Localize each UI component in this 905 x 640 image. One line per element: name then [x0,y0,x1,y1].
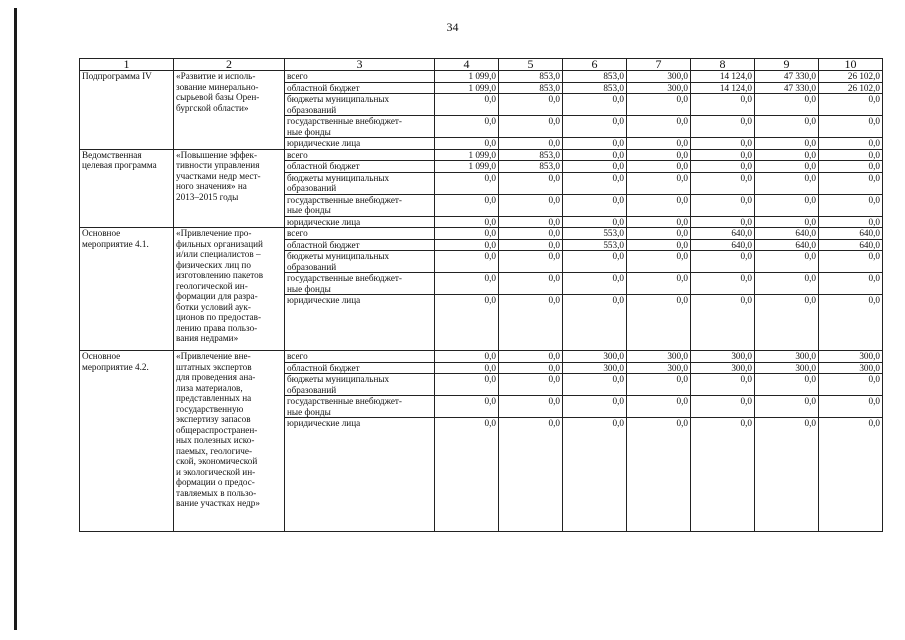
amount-cell: 0,0 [627,273,691,295]
amount-cell: 1 099,0 [435,71,499,83]
amount-cell: 0,0 [755,273,819,295]
amount-cell: 1 099,0 [435,161,499,173]
amount-cell: 300,0 [563,351,627,363]
amount-cell: 0,0 [691,172,755,194]
amount-cell: 0,0 [563,216,627,228]
amount-cell: 0,0 [435,295,499,351]
funding-source-cell: областной бюджет [285,82,435,94]
amount-cell: 0,0 [627,216,691,228]
amount-cell: 0,0 [691,273,755,295]
amount-cell: 0,0 [435,216,499,228]
amount-cell: 0,0 [691,194,755,216]
amount-cell: 0,0 [627,239,691,251]
amount-cell: 0,0 [627,295,691,351]
amount-cell: 0,0 [755,138,819,150]
amount-cell: 0,0 [691,161,755,173]
program-name-cell: Основное мероприятие 4.1. [80,228,174,351]
amount-cell: 0,0 [435,94,499,116]
amount-cell: 0,0 [819,172,883,194]
amount-cell: 0,0 [819,273,883,295]
amount-cell: 0,0 [563,194,627,216]
program-description-cell: «Привлечение вне- штатных экспертов для проведения ана- лиза материалов, представленных на государственную экспертизу запасов общераспространен- ных полезных иско- паемых, геологиче- ской, экономической и экологической ин- формации о предос- тавляемых в пользо- вание участках недр» [174,351,285,532]
amount-cell: 0,0 [627,161,691,173]
amount-cell: 0,0 [563,149,627,161]
margin-bar [14,8,17,630]
table-body [80,71,883,532]
amount-cell: 300,0 [563,362,627,374]
funding-source-cell: юридические лица [285,418,435,532]
funding-source-cell: государственные внебюджет- ные фонды [285,273,435,295]
amount-cell: 640,0 [691,239,755,251]
amount-cell: 300,0 [819,351,883,363]
amount-cell: 0,0 [819,418,883,532]
amount-cell: 0,0 [755,194,819,216]
table-row [80,228,883,240]
column-header: 1 [80,59,174,71]
amount-cell: 0,0 [563,94,627,116]
amount-cell: 0,0 [819,396,883,418]
amount-cell: 0,0 [819,216,883,228]
amount-cell: 0,0 [499,396,563,418]
amount-cell: 0,0 [691,149,755,161]
program-name-cell: Подпрограмма IV [80,71,174,150]
amount-cell: 0,0 [627,396,691,418]
amount-cell: 0,0 [435,362,499,374]
program-name-cell: Основное мероприятие 4.2. [80,351,174,532]
amount-cell: 0,0 [563,295,627,351]
funding-source-cell: бюджеты муниципальных образований [285,94,435,116]
amount-cell: 0,0 [627,194,691,216]
amount-cell: 0,0 [435,351,499,363]
header-row [80,59,883,71]
funding-source-cell: государственные внебюджет- ные фонды [285,396,435,418]
amount-cell: 0,0 [499,94,563,116]
page-number: 34 [446,20,459,34]
amount-cell: 0,0 [499,194,563,216]
funding-source-cell: юридические лица [285,295,435,351]
amount-cell: 0,0 [819,161,883,173]
amount-cell: 0,0 [755,418,819,532]
amount-cell: 853,0 [499,149,563,161]
amount-cell: 0,0 [755,172,819,194]
amount-cell: 0,0 [819,138,883,150]
amount-cell: 0,0 [691,251,755,273]
table-row [80,351,883,363]
amount-cell: 0,0 [691,418,755,532]
amount-cell: 0,0 [627,418,691,532]
amount-cell: 0,0 [563,374,627,396]
amount-cell: 0,0 [627,116,691,138]
amount-cell: 0,0 [435,418,499,532]
amount-cell: 0,0 [819,149,883,161]
amount-cell: 47 330,0 [755,71,819,83]
table-row [80,71,883,83]
funding-source-cell: всего [285,149,435,161]
amount-cell: 0,0 [819,295,883,351]
amount-cell: 0,0 [563,273,627,295]
amount-cell: 300,0 [627,71,691,83]
amount-cell: 0,0 [499,351,563,363]
amount-cell: 0,0 [435,138,499,150]
amount-cell: 0,0 [755,116,819,138]
column-header: 4 [435,59,499,71]
amount-cell: 0,0 [499,362,563,374]
amount-cell: 0,0 [627,374,691,396]
amount-cell: 853,0 [563,71,627,83]
amount-cell: 0,0 [499,418,563,532]
amount-cell: 0,0 [819,94,883,116]
amount-cell: 0,0 [435,251,499,273]
funding-source-cell: областной бюджет [285,239,435,251]
amount-cell: 300,0 [627,351,691,363]
budget-table [79,58,883,532]
funding-source-cell: областной бюджет [285,362,435,374]
amount-cell: 1 099,0 [435,149,499,161]
funding-source-cell: бюджеты муниципальных образований [285,374,435,396]
amount-cell: 0,0 [627,251,691,273]
amount-cell: 0,0 [755,295,819,351]
amount-cell: 0,0 [755,94,819,116]
column-header: 5 [499,59,563,71]
amount-cell: 0,0 [691,396,755,418]
amount-cell: 0,0 [755,396,819,418]
amount-cell: 0,0 [499,172,563,194]
amount-cell: 0,0 [435,228,499,240]
amount-cell: 853,0 [563,82,627,94]
amount-cell: 0,0 [627,149,691,161]
amount-cell: 640,0 [755,228,819,240]
amount-cell: 0,0 [819,251,883,273]
column-header: 6 [563,59,627,71]
amount-cell: 0,0 [563,161,627,173]
amount-cell: 0,0 [755,374,819,396]
amount-cell: 0,0 [435,116,499,138]
amount-cell: 14 124,0 [691,71,755,83]
amount-cell: 0,0 [819,374,883,396]
column-header: 8 [691,59,755,71]
funding-source-cell: юридические лица [285,216,435,228]
amount-cell: 0,0 [627,172,691,194]
amount-cell: 640,0 [819,239,883,251]
amount-cell: 0,0 [627,228,691,240]
amount-cell: 0,0 [627,94,691,116]
amount-cell: 0,0 [563,116,627,138]
amount-cell: 47 330,0 [755,82,819,94]
amount-cell: 26 102,0 [819,71,883,83]
amount-cell: 853,0 [499,82,563,94]
amount-cell: 0,0 [499,273,563,295]
amount-cell: 0,0 [435,374,499,396]
amount-cell: 14 124,0 [691,82,755,94]
amount-cell: 0,0 [499,251,563,273]
amount-cell: 0,0 [499,228,563,240]
amount-cell: 0,0 [563,138,627,150]
column-header: 9 [755,59,819,71]
table-row [80,149,883,161]
amount-cell: 0,0 [499,216,563,228]
amount-cell: 0,0 [499,295,563,351]
amount-cell: 0,0 [435,273,499,295]
amount-cell: 0,0 [563,396,627,418]
amount-cell: 0,0 [755,149,819,161]
amount-cell: 640,0 [691,228,755,240]
amount-cell: 300,0 [819,362,883,374]
funding-source-cell: юридические лица [285,138,435,150]
funding-source-cell: всего [285,228,435,240]
funding-source-cell: областной бюджет [285,161,435,173]
funding-source-cell: государственные внебюджет- ные фонды [285,194,435,216]
amount-cell: 0,0 [435,239,499,251]
amount-cell: 0,0 [499,374,563,396]
amount-cell: 640,0 [819,228,883,240]
amount-cell: 0,0 [691,116,755,138]
funding-source-cell: всего [285,71,435,83]
amount-cell: 0,0 [691,374,755,396]
funding-source-cell: бюджеты муниципальных образований [285,251,435,273]
amount-cell: 0,0 [691,94,755,116]
amount-cell: 553,0 [563,228,627,240]
amount-cell: 26 102,0 [819,82,883,94]
amount-cell: 0,0 [499,116,563,138]
amount-cell: 553,0 [563,239,627,251]
program-description-cell: «Повышение эффек- тивности управления участками недр мест- ного значения» на 2013–2015 годы [174,149,285,228]
amount-cell: 300,0 [755,351,819,363]
amount-cell: 300,0 [627,362,691,374]
amount-cell: 0,0 [691,216,755,228]
amount-cell: 0,0 [435,172,499,194]
column-header: 3 [285,59,435,71]
amount-cell: 0,0 [435,194,499,216]
amount-cell: 0,0 [563,418,627,532]
amount-cell: 0,0 [755,216,819,228]
amount-cell: 0,0 [691,295,755,351]
amount-cell: 0,0 [499,239,563,251]
amount-cell: 300,0 [755,362,819,374]
column-header: 10 [819,59,883,71]
program-description-cell: «Привлечение про- фильных организаций и/или специалистов – физических лиц по изготовлению пакетов геологической ин- формации для разра- ботки условий аук- ционов по предостав- лению права пользо- вания недрами» [174,228,285,351]
column-header: 2 [174,59,285,71]
amount-cell: 300,0 [691,351,755,363]
amount-cell: 1 099,0 [435,82,499,94]
amount-cell: 0,0 [819,116,883,138]
program-name-cell: Ведомственная целевая программа [80,149,174,228]
amount-cell: 640,0 [755,239,819,251]
amount-cell: 0,0 [755,161,819,173]
amount-cell: 0,0 [755,251,819,273]
amount-cell: 300,0 [627,82,691,94]
amount-cell: 0,0 [691,138,755,150]
program-description-cell: «Развитие и исполь- зование минерально- сырьевой базы Орен- бургской области» [174,71,285,150]
amount-cell: 0,0 [563,172,627,194]
funding-source-cell: бюджеты муниципальных образований [285,172,435,194]
funding-source-cell: государственные внебюджет- ные фонды [285,116,435,138]
amount-cell: 300,0 [691,362,755,374]
amount-cell: 853,0 [499,161,563,173]
funding-source-cell: всего [285,351,435,363]
amount-cell: 0,0 [563,251,627,273]
amount-cell: 853,0 [499,71,563,83]
amount-cell: 0,0 [819,194,883,216]
column-header: 7 [627,59,691,71]
amount-cell: 0,0 [627,138,691,150]
amount-cell: 0,0 [499,138,563,150]
amount-cell: 0,0 [435,396,499,418]
